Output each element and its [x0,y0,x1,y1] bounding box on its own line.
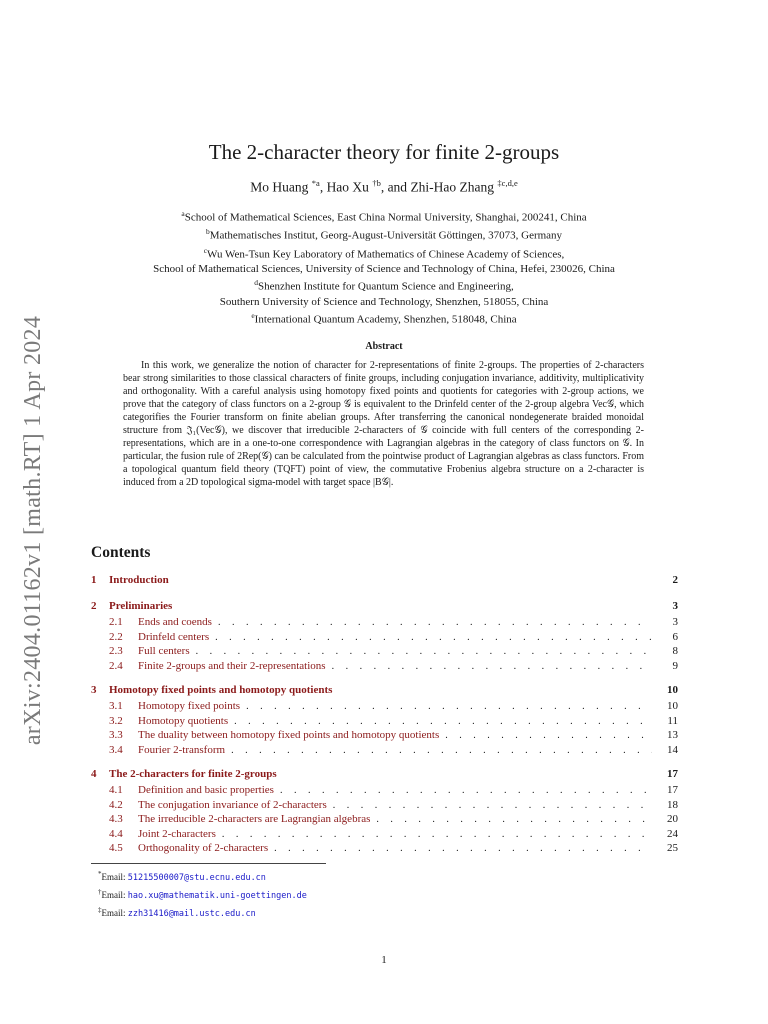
toc-section-link[interactable] [91,574,678,590]
affiliation-text: School of Mathematical Sciences, University of Science and Technology of China, Hefei, 230026, China [153,262,615,275]
toc-subsection-title: Finite 2-groups and their 2-representations [138,659,326,672]
toc-dot-leader [246,701,652,712]
toc-subsection-title: Homotopy quotients [138,714,229,727]
toc-dot-leader [332,661,652,672]
toc-subsection-number: 2.4 [109,659,123,672]
toc-page-number: 11 [667,714,678,727]
toc-page-number: 14 [667,743,678,756]
toc-subsection-title: Homotopy fixed points [138,700,241,712]
toc-subsection-number: 2.1 [109,616,123,628]
toc-subsection-title: Definition and basic properties [138,784,274,796]
toc-subsection-link[interactable] [91,631,678,646]
author-mark: †b [372,178,381,188]
toc-dot-leader [231,745,652,756]
affiliation-mark: b [205,227,210,237]
footnote-mark: † [98,888,102,896]
toc-subsection-title: Ends and coends [138,616,212,628]
toc-subsection-title: The irreducible 2-characters are Lagrangian algebras [138,813,371,825]
toc-section-title: Preliminaries [109,600,173,612]
toc-section-link[interactable] [91,600,678,616]
toc-section-title: Introduction [109,574,169,586]
toc-page-number: 13 [667,729,678,741]
toc-dot-leader [196,646,652,657]
author-separator: , [319,179,327,195]
footnote-mark: * [98,870,102,878]
arxiv-identifier: arXiv:2404.01162v1 [math.RT] 1 Apr 2024 [20,315,47,745]
email-link[interactable]: zzh31416@mail.ustc.edu.cn [127,909,256,919]
page-number: 1 [381,954,387,966]
footnote-label: Email: [101,908,128,918]
toc-subsection-title: Full centers [138,645,190,657]
table-of-contents [91,574,678,857]
toc-spacer [91,758,678,768]
affiliation-line [0,309,768,327]
toc-subsection-title: Joint 2-characters [138,827,216,840]
author-name: Zhi-Hao Zhang [410,179,498,195]
toc-dot-leader [280,785,652,796]
toc-subsection-link[interactable] [91,842,678,857]
affiliation-mark: e [251,311,255,321]
affiliation-line [0,225,768,243]
toc-spacer [91,590,678,600]
footnote-label: Email: [101,890,128,900]
toc-page-number: 6 [672,630,678,643]
email-link[interactable]: hao.xu@mathematik.uni-goettingen.de [127,891,307,901]
toc-dot-leader [218,617,652,628]
footnote-mark: ‡ [98,906,102,914]
toc-page-number: 17 [667,784,678,796]
toc-subsection-link[interactable] [91,828,678,843]
toc-section-title: Homotopy fixed points and homotopy quotients [109,684,333,696]
toc-dot-leader [222,829,652,840]
affiliation-text: Shenzhen Institute for Quantum Science and Engineering, [258,281,514,293]
arxiv-watermark [14,310,54,750]
toc-page-number: 8 [672,645,678,657]
abstract-heading: Abstract [365,341,403,352]
toc-dot-leader [376,814,652,825]
affiliation-line [0,262,768,277]
toc-section-number: 4 [91,768,97,780]
toc-subsection-number: 3.2 [109,714,123,727]
affiliation-text: School of Mathematical Sciences, East China Normal University, Shanghai, 200241, China [184,211,587,224]
toc-subsection-link[interactable] [91,715,678,730]
abstract-text: In this work, we generalize the notion of character for 2-representations of finite 2-groups. The properties of 2-characters bear strong similarities to those classical characters of finite groups, including conjugation invariance, additivity, multiplicativity and orthogonality. With a careful analysis using homotopy fixed points and quotients for categories with 2-group actions, we prove that the category of class functors on a 2-group 𝒢 is equivalent to the Drinfeld center of the 2-group algebra Vec𝒢, which categorifies the Fourier transform on finite abelian groups. After transferring the canonical nondegenerate braided monoidal structure from 𝔍₁(Vec𝒢), we discover that irreducible 2-characters of 𝒢 coincide with full centers of the corresponding 2-representations, which are in a one-to-one correspondence with Lagrangian algebras in the category of class functors on 𝒢. In particular, the fusion rule of 2Rep(𝒢) can be calculated from the pointwise product of Lagrangian algebras as class functors. From a topological quantum field theory (TQFT) point of view, the commutative Frobenius algebra structure on a 2-character is induced from a 2D topological sigma-model with target space |B𝒢|. [123,360,644,488]
affiliation-text: Wu Wen-Tsun Key Laboratory of Mathematics of Chinese Academy of Sciences, [207,248,565,261]
toc-section-title: The 2-characters for finite 2-groups [109,768,277,780]
toc-dot-leader [215,632,652,643]
toc-section-number: 3 [91,684,97,696]
affiliation-text: International Quantum Academy, Shenzhen, 518048, China [254,313,517,326]
toc-subsection-number: 2.2 [109,630,123,643]
toc-spacer [91,674,678,684]
affiliation-text: Mathematisches Institut, Georg-August-Universität Göttingen, 37073, Germany [209,229,563,242]
toc-dot-leader [333,800,652,811]
affiliation-mark: a [181,209,185,218]
toc-subsection-link[interactable] [91,729,678,744]
toc-subsection-link[interactable] [91,660,678,675]
toc-subsection-link[interactable] [91,700,678,715]
affiliation-line [0,295,768,310]
paper-title: The 2-character theory for finite 2-groups [208,140,560,164]
toc-section-link[interactable] [91,768,678,784]
toc-subsection-number: 4.2 [109,798,123,811]
author-name: Mo Huang [250,179,312,195]
toc-subsection-title: The duality between homotopy fixed points and homotopy quotients [138,729,440,741]
toc-page-number: 10 [667,700,678,712]
email-link[interactable]: 51215500007@stu.ecnu.edu.cn [127,873,266,883]
footnote-label: Email: [101,872,128,882]
footnote-line [98,867,307,885]
toc-subsection-link[interactable] [91,813,678,828]
toc-subsection-number: 4.1 [109,784,123,796]
footnote-line [98,903,307,921]
author-mark: *a [311,178,320,188]
author-name: Hao Xu [326,179,373,195]
toc-subsection-number: 3.4 [109,743,123,756]
author-separator: , and [380,179,411,195]
toc-page-number: 25 [667,842,678,854]
toc-subsection-number: 3.1 [109,700,123,712]
toc-subsection-link[interactable] [91,616,678,631]
toc-subsection-link[interactable] [91,784,678,799]
toc-page-number: 9 [672,659,678,672]
footnote-divider [91,863,326,864]
affiliation-line [0,244,768,262]
toc-page-number: 3 [672,616,678,628]
affiliation-mark: d [254,278,259,288]
toc-page-number: 18 [667,798,678,811]
toc-page-number: 3 [672,600,678,612]
toc-page-number: 24 [667,827,678,840]
affiliation-text: Southern University of Science and Technology, Shenzhen, 518055, China [219,295,549,308]
toc-subsection-number: 4.5 [109,842,123,854]
toc-section-number: 1 [91,574,97,586]
toc-subsection-link[interactable] [91,799,678,814]
author-list [0,178,768,196]
toc-subsection-title: Drinfeld centers [138,630,210,643]
toc-subsection-number: 4.4 [109,827,123,840]
affiliation-line [0,276,768,294]
toc-subsection-title: The conjugation invariance of 2-characters [138,798,327,811]
toc-subsection-number: 3.3 [109,729,123,741]
affiliation-list [0,207,768,327]
toc-subsection-number: 4.3 [109,813,123,825]
toc-page-number: 17 [667,768,678,780]
footnote-list [98,867,307,921]
toc-section-link[interactable] [91,684,678,700]
toc-dot-leader [445,730,652,741]
toc-subsection-title: Fourier 2-transform [138,743,226,756]
toc-dot-leader [274,843,652,854]
toc-dot-leader [234,716,652,727]
toc-subsection-number: 2.3 [109,645,123,657]
toc-subsection-link[interactable] [91,645,678,660]
footnote-line [98,885,307,903]
contents-heading: Contents [91,544,151,561]
toc-page-number: 2 [672,574,678,586]
toc-page-number: 20 [667,813,678,825]
toc-subsection-link[interactable] [91,744,678,759]
author-mark: ‡c,d,e [497,178,518,188]
affiliation-mark: c [203,245,208,255]
toc-page-number: 10 [667,684,678,696]
toc-subsection-title: Orthogonality of 2-characters [138,842,269,854]
toc-section-number: 2 [91,600,97,612]
affiliation-line [0,207,768,225]
